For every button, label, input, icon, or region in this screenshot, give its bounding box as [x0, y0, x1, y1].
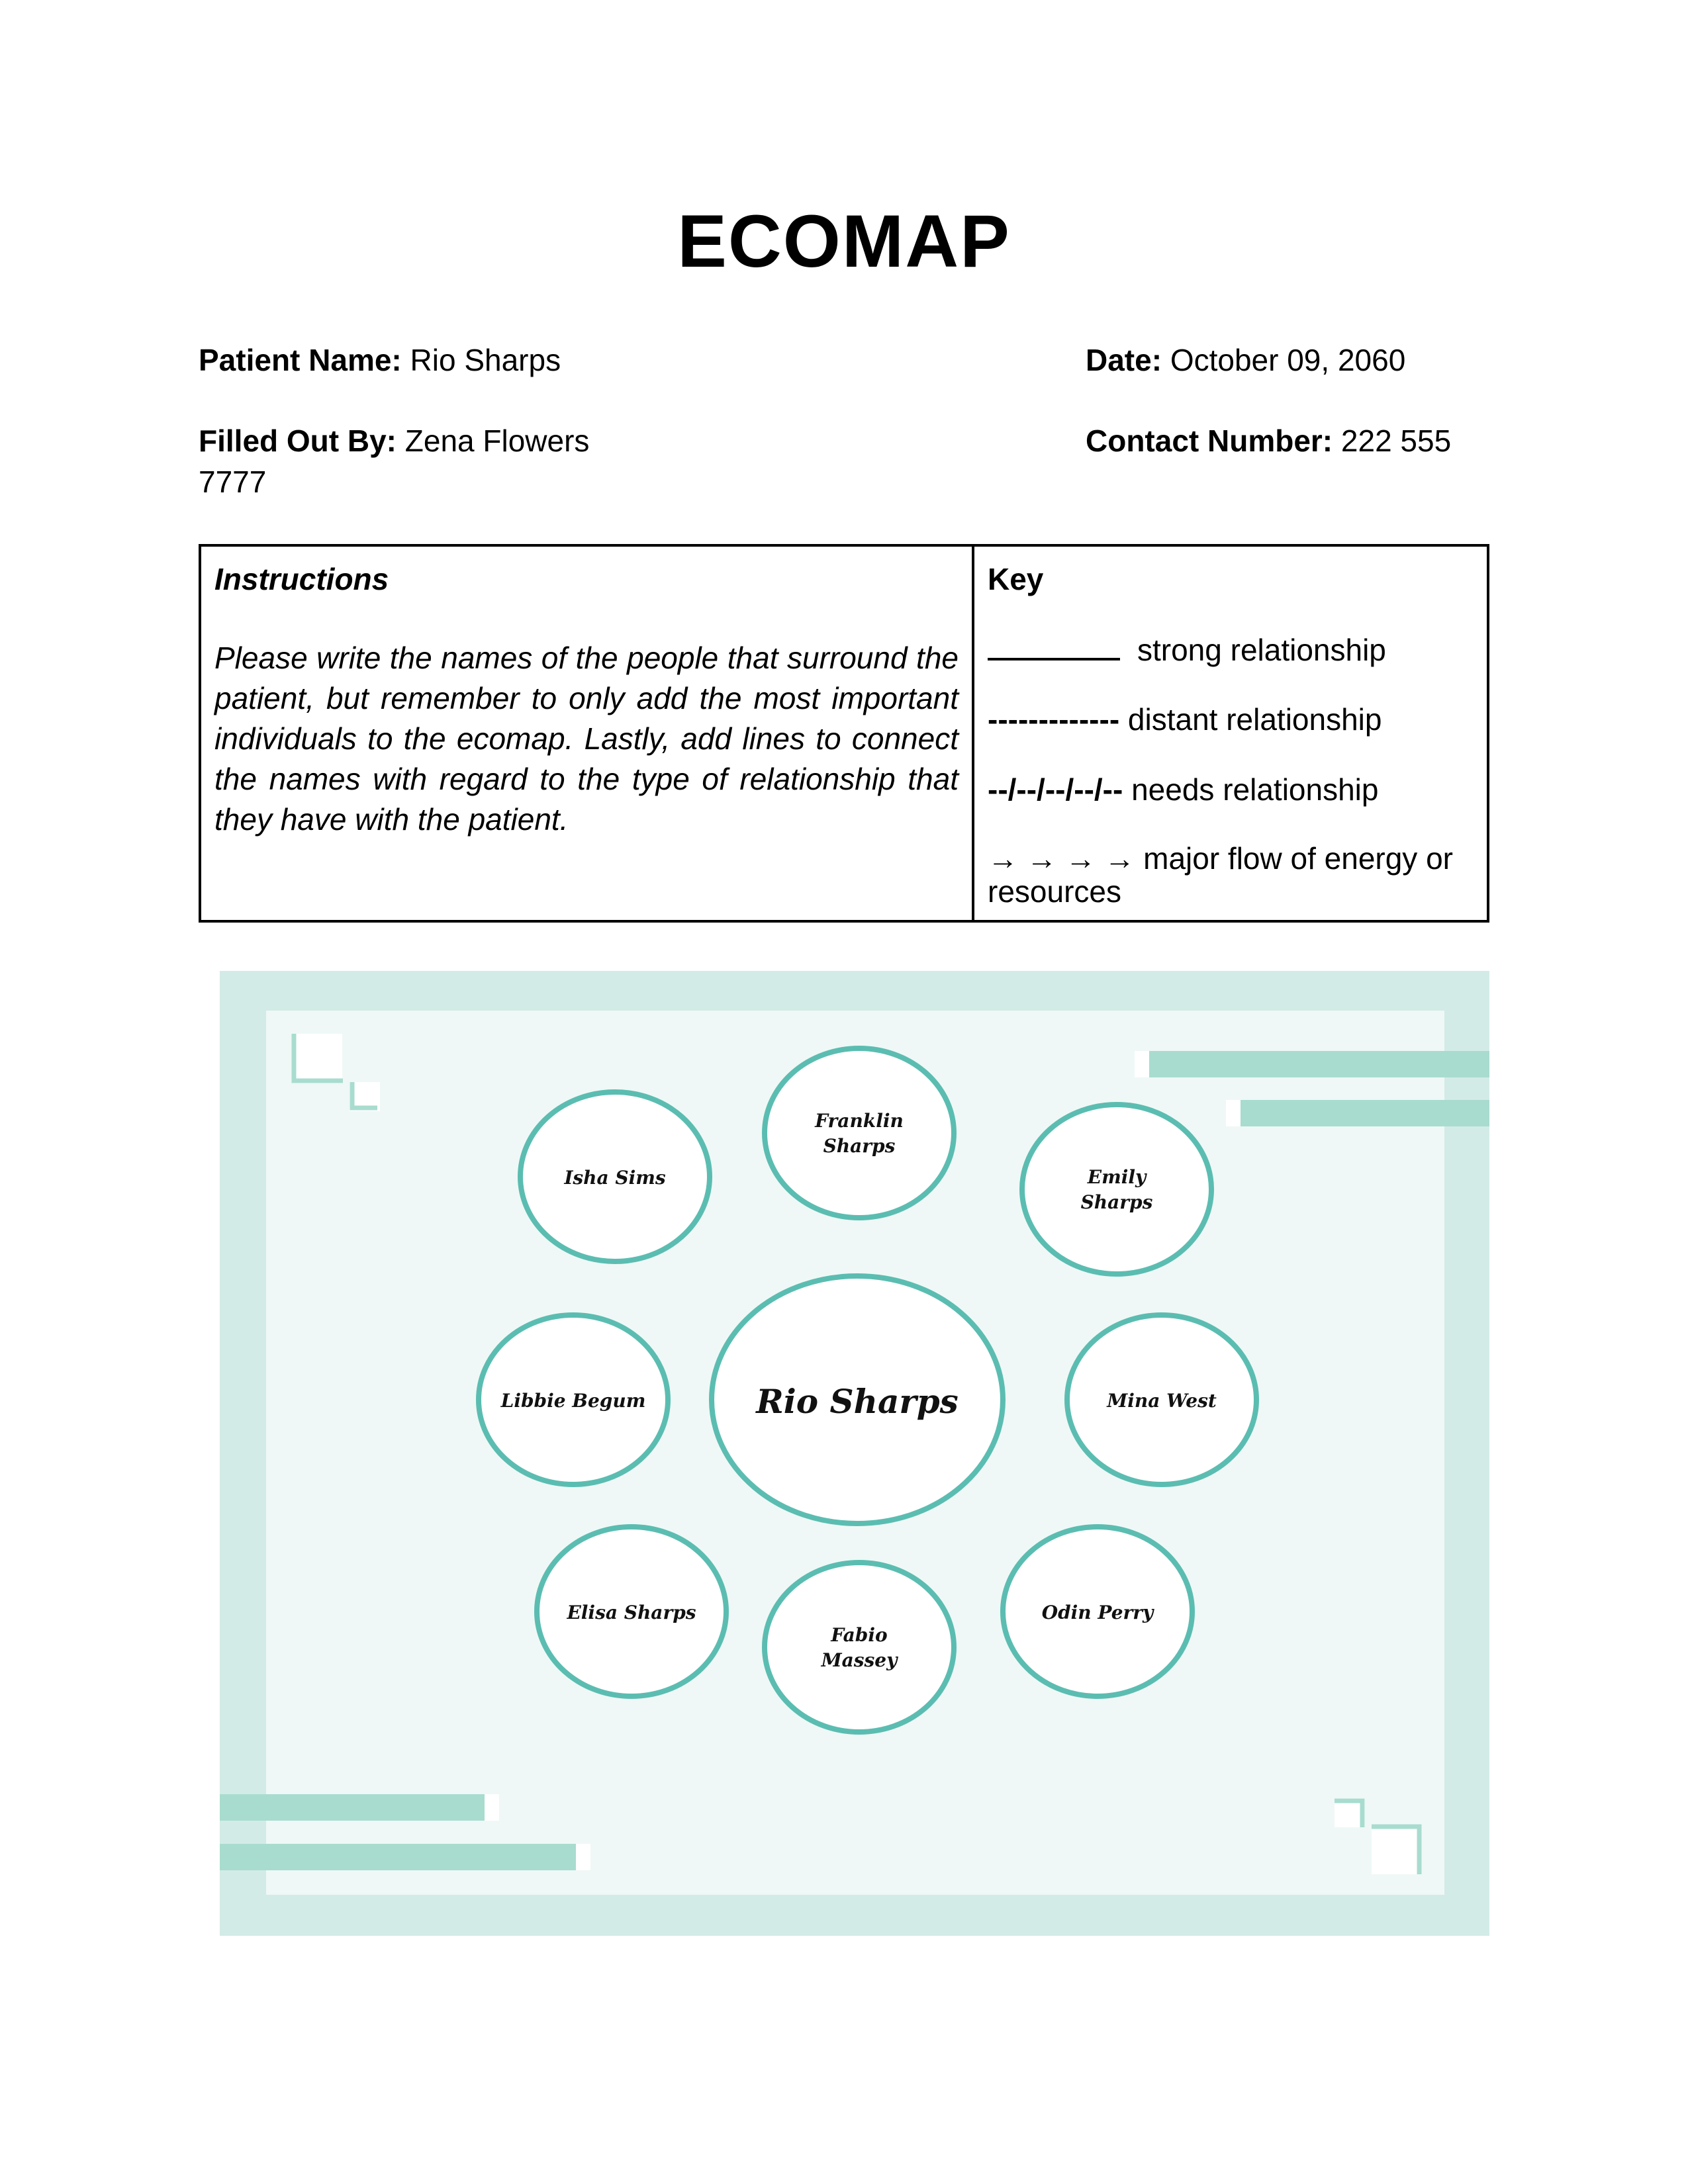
- contact-number-value: 222 555: [1340, 424, 1452, 458]
- contact-number-continuation: 7777: [199, 465, 267, 499]
- node-name-line2: Massey: [821, 1649, 898, 1671]
- accent-bar: [1149, 1051, 1489, 1077]
- strong-label: strong relationship: [1137, 633, 1386, 667]
- node-name-line2: Sharps: [823, 1135, 896, 1157]
- accent-bar-cap: [576, 1844, 590, 1870]
- date-label: Date:: [1086, 343, 1162, 377]
- key-distant-row: [988, 702, 1382, 737]
- ecomap-node-emily: [1022, 1105, 1211, 1274]
- node-name: Odin Perry: [1041, 1602, 1154, 1623]
- key-needs-row: [988, 772, 1378, 807]
- node-name-line1: Franklin: [815, 1110, 904, 1132]
- node-circle: [765, 1048, 954, 1218]
- flow-arrow-symbol: → → → →: [988, 841, 1135, 876]
- node-name: Libbie Begum: [500, 1390, 646, 1412]
- contact-number-label: Contact Number:: [1086, 424, 1333, 458]
- node-name: Mina West: [1107, 1390, 1217, 1412]
- ecomap-node-elisa: [537, 1527, 726, 1696]
- node-name-line2: Sharps: [1080, 1191, 1153, 1213]
- node-name-line1: Fabio: [831, 1624, 888, 1646]
- node-name: Elisa Sharps: [567, 1602, 696, 1623]
- key-strong-row: [988, 631, 1386, 668]
- patient-name-field: [199, 340, 561, 381]
- ecomap-node-franklin: [765, 1048, 954, 1218]
- accent-bar: [220, 1844, 576, 1870]
- corner-square: [1372, 1825, 1421, 1874]
- date-value: October 09, 2060: [1170, 343, 1406, 377]
- needs-line-symbol: --/--/--/--/--: [988, 772, 1123, 807]
- needs-label: needs relationship: [1131, 772, 1379, 807]
- corner-square: [293, 1034, 342, 1083]
- instructions-text: Please write the names of the people that surround the patient, but remember to only add the most important individuals to the ecomap. Lastly, add lines to connect the names with regard to the type of relationship that they have with the patient.: [214, 641, 959, 837]
- patient-name-value: Rio Sharps: [410, 343, 561, 377]
- instructions-heading: Instructions: [214, 562, 389, 596]
- filled-out-by-field: [199, 420, 589, 461]
- accent-bar-cap: [485, 1794, 499, 1821]
- key-heading: Key: [988, 562, 1044, 596]
- ecomap-node-odin: [1003, 1527, 1192, 1696]
- filled-out-by-label: Filled Out By:: [199, 424, 397, 458]
- document-title: ECOMAP: [677, 200, 1011, 283]
- ecomap-node-libbie: [479, 1315, 668, 1484]
- accent-bar-cap: [1135, 1051, 1149, 1077]
- ecomap-node-mina: [1067, 1315, 1256, 1484]
- instructions-key-table: [199, 544, 1489, 923]
- node-name: Isha Sims: [564, 1167, 666, 1189]
- contact-number-field: [1086, 420, 1451, 461]
- node-circle: [765, 1563, 954, 1732]
- ecomap-diagram: [220, 971, 1489, 1936]
- center-name: Rio Sharps: [756, 1382, 959, 1421]
- strong-line-symbol: [988, 631, 1120, 660]
- node-name-line1: Emily: [1087, 1166, 1147, 1188]
- accent-bar: [1241, 1100, 1489, 1126]
- key-flow-row: [988, 842, 1477, 908]
- date-field: [1086, 340, 1405, 381]
- distant-line-symbol: -------------: [988, 702, 1120, 737]
- filled-out-by-value: Zena Flowers: [404, 424, 590, 458]
- flow-label: major flow of energy or resources: [988, 841, 1453, 909]
- accent-bar: [220, 1794, 485, 1821]
- node-circle: [1022, 1105, 1211, 1274]
- ecomap-node-isha: [520, 1092, 710, 1261]
- ecomap-node-fabio: [765, 1563, 954, 1732]
- ecomap-node-center: [712, 1276, 1003, 1524]
- table-divider: [972, 547, 974, 920]
- patient-name-label: Patient Name:: [199, 343, 402, 377]
- distant-label: distant relationship: [1127, 702, 1382, 737]
- accent-bar-cap: [1226, 1100, 1241, 1126]
